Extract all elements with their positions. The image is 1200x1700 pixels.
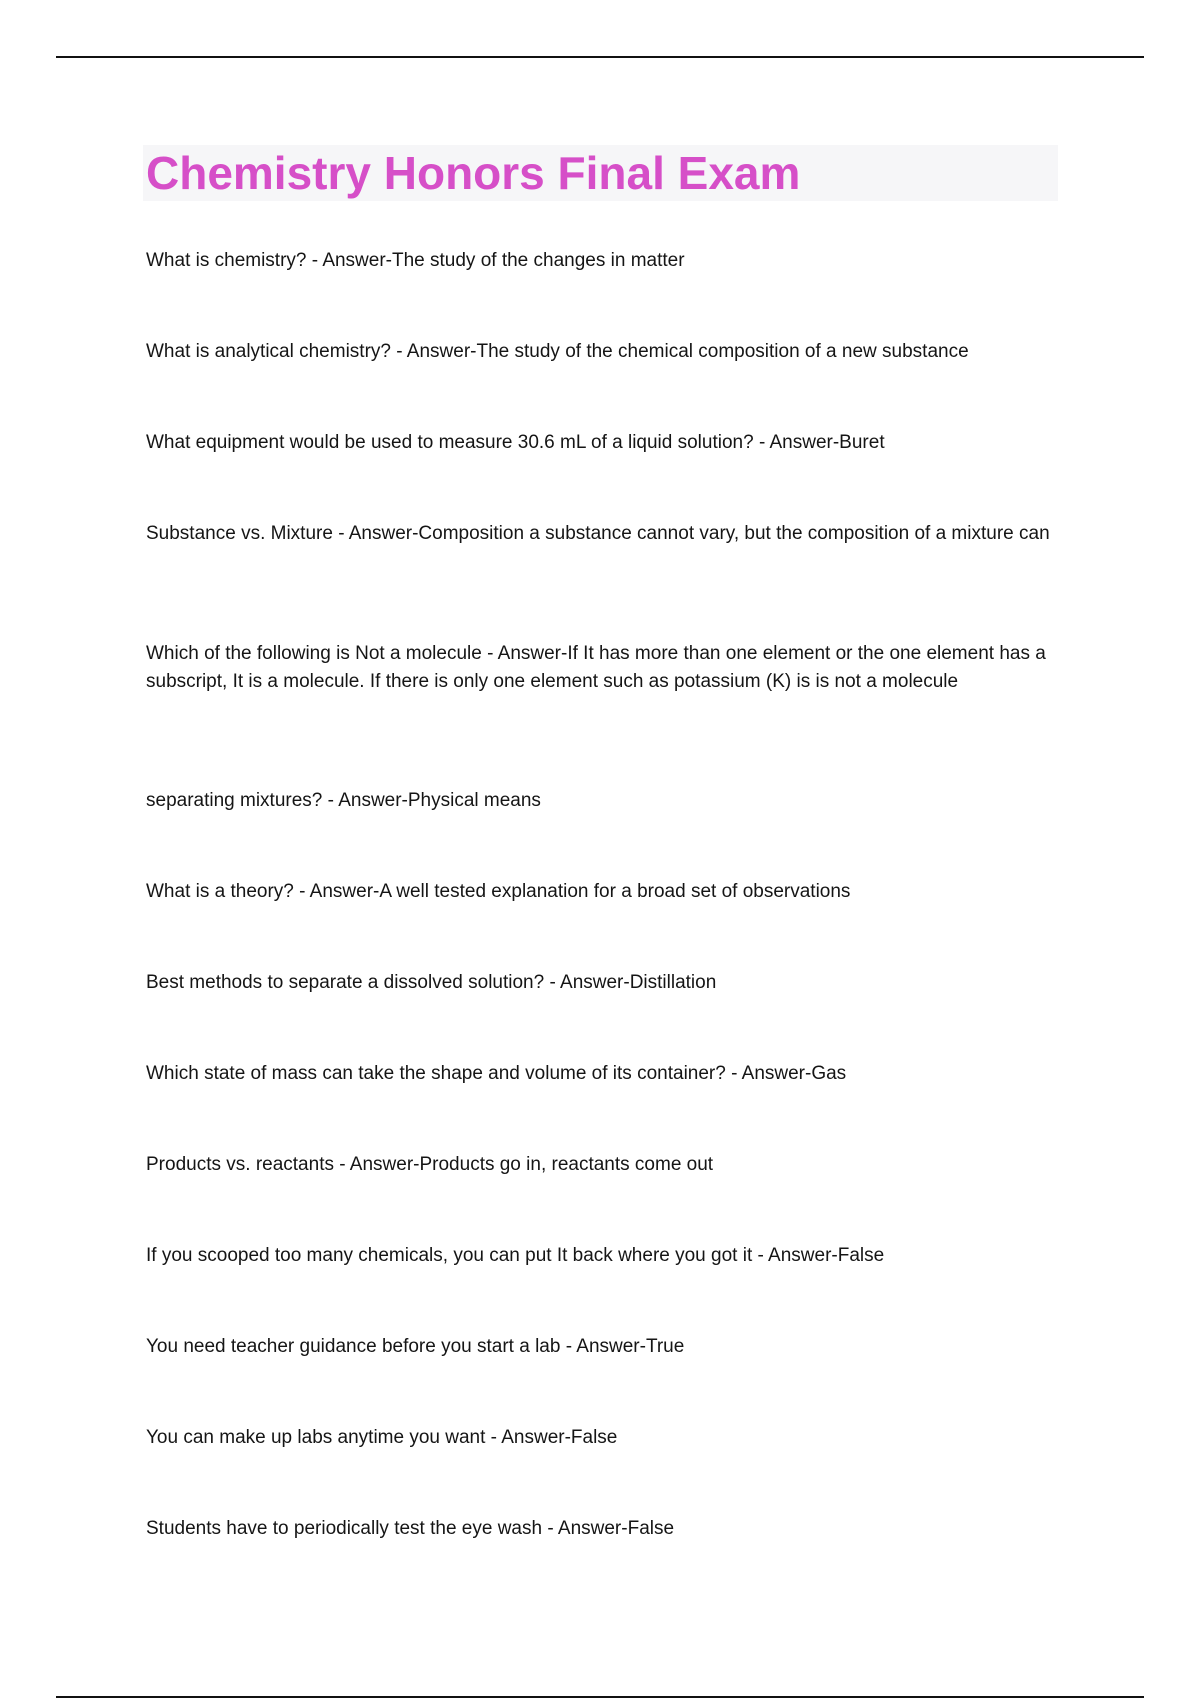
qa-item: separating mixtures? - Answer-Physical means <box>146 790 541 811</box>
qa-item: Students have to periodically test the eye wash - Answer-False <box>146 1518 675 1539</box>
top-divider <box>56 56 1144 58</box>
qa-item: What equipment would be used to measure 30.6 mL of a liquid solution? - Answer-Buret <box>146 432 885 453</box>
qa-item: What is chemistry? - Answer-The study of the changes in matter <box>146 250 685 271</box>
bottom-divider <box>56 1696 1144 1698</box>
qa-item: You need teacher guidance before you start a lab - Answer-True <box>146 1336 685 1357</box>
qa-item: Products vs. reactants - Answer-Products go in, reactants come out <box>146 1154 714 1175</box>
qa-item: What is analytical chemistry? - Answer-The study of the chemical composition of a new substance <box>146 341 969 362</box>
qa-item: If you scooped too many chemicals, you can put It back where you got it - Answer-False <box>146 1245 885 1266</box>
qa-item: Which state of mass can take the shape and volume of its container? - Answer-Gas <box>146 1063 847 1084</box>
qa-item: You can make up labs anytime you want - Answer-False <box>146 1427 618 1448</box>
qa-item: Which of the following is Not a molecule - Answer-If It has more than one element or the one element has a subscript, It is a molecule. If there is only one element such as potassium (K) is is not a molecule <box>146 643 1046 692</box>
qa-item: Substance vs. Mixture - Answer-Composition a substance cannot vary, but the composition of a mixture can <box>146 523 1050 544</box>
qa-item: What is a theory? - Answer-A well tested explanation for a broad set of observations <box>146 881 851 902</box>
page-title: Chemistry Honors Final Exam <box>146 147 801 199</box>
qa-item: Best methods to separate a dissolved solution? - Answer-Distillation <box>146 972 717 993</box>
